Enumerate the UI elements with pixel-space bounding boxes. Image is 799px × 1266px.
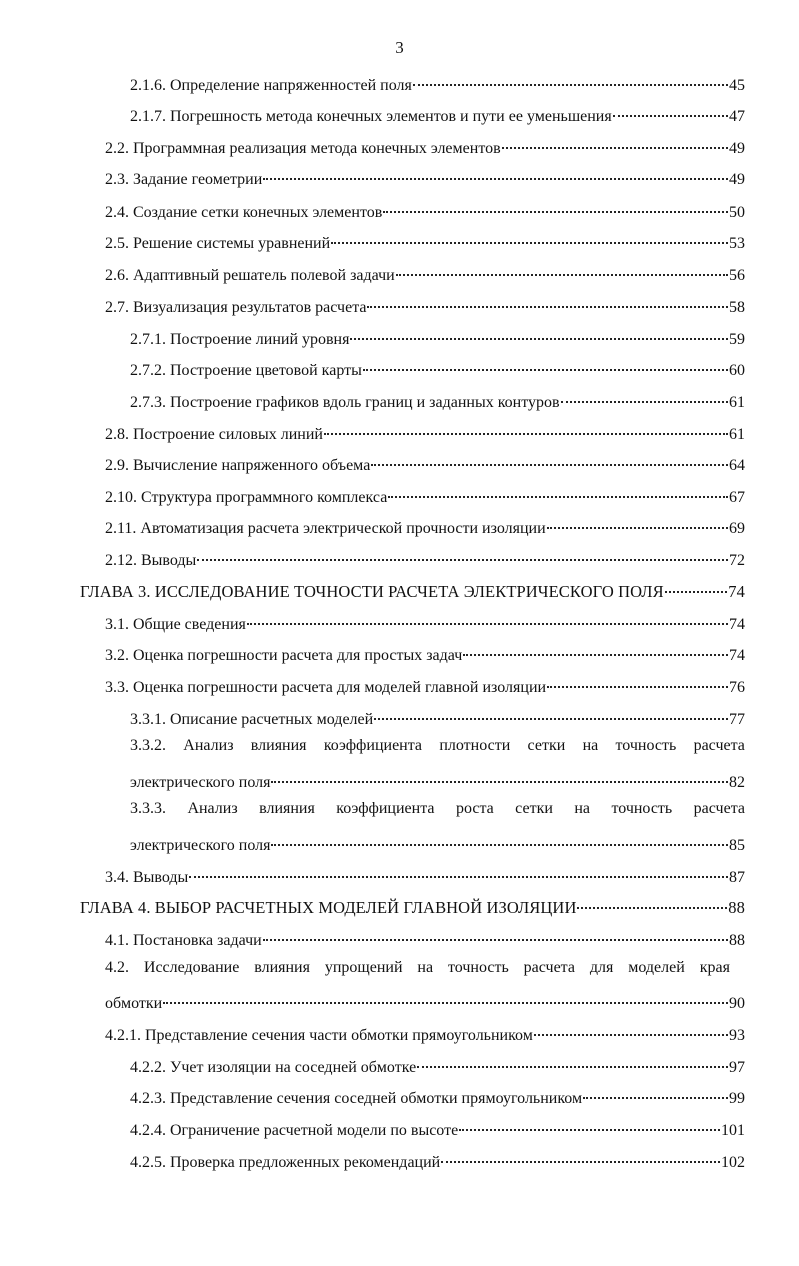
toc-entry-word: коэффициента — [336, 800, 435, 817]
toc-entry — [130, 70, 745, 92]
dot-leader — [363, 351, 728, 371]
toc-entry-title: 4.1. Постановка задачи — [105, 932, 262, 949]
toc-entry-word: моделей — [628, 959, 685, 976]
toc-entry — [130, 101, 745, 123]
toc-entry-page: 88 — [729, 932, 745, 949]
toc-entry — [130, 387, 745, 409]
toc-entry — [130, 1083, 745, 1105]
toc-entry-page: 87 — [729, 869, 745, 886]
dot-leader — [577, 889, 727, 909]
toc-entry-page: 69 — [729, 520, 745, 537]
toc-entry-title: 2.11. Автоматизация расчета электрической прочности изоляции — [105, 520, 546, 537]
toc-entry-page: 99 — [729, 1090, 745, 1107]
toc-entry — [105, 482, 745, 504]
toc-entry-word: сетки — [527, 737, 566, 754]
dot-leader — [163, 984, 728, 1004]
dot-leader — [396, 256, 728, 276]
dot-leader — [247, 605, 728, 625]
toc-entry — [130, 704, 745, 726]
toc-entry — [105, 988, 745, 1010]
toc-entry-word: расчета — [693, 800, 745, 817]
toc-entry-title: 2.1.6. Определение напряженностей поля — [130, 77, 412, 94]
toc-entry-justified-line — [130, 735, 745, 757]
toc-entry-word: коэффициента — [323, 737, 423, 754]
toc-entry — [105, 640, 745, 662]
toc-chapter — [80, 893, 745, 915]
toc-entry-word: 3.3.3. — [130, 800, 166, 817]
toc-entry-page: 97 — [729, 1059, 745, 1076]
toc-entry-page: 77 — [729, 711, 745, 728]
toc-entry-page: 47 — [729, 108, 745, 125]
toc-entry-word: 4.2. — [105, 959, 129, 976]
dot-leader — [534, 1016, 728, 1036]
dot-leader — [367, 288, 728, 308]
toc-entry-title: ГЛАВА 4. ВЫБОР РАСЧЕТНЫХ МОДЕЛЕЙ ГЛАВНОЙ ИЗОЛЯЦИИ — [80, 898, 577, 917]
toc-entry-title: 2.8. Построение силовых линий — [105, 426, 323, 443]
toc-entry-page: 58 — [729, 299, 745, 316]
toc-entry-page: 67 — [729, 489, 745, 506]
toc-entry-title: 2.12. Выводы — [105, 552, 197, 569]
toc-entry-title: 2.9. Вычисление напряженного объема — [105, 457, 371, 474]
dot-leader — [331, 224, 728, 244]
toc-entry-title: 3.4. Выводы — [105, 869, 189, 886]
toc-entry-title: 2.5. Решение системы уравнений — [105, 235, 331, 252]
toc-entry-word: точность — [447, 959, 509, 976]
dot-leader — [271, 763, 728, 783]
toc-entry-title: 3.2. Оценка погрешности расчета для простых задач — [105, 647, 463, 664]
dot-leader — [547, 668, 728, 688]
toc-entry-page: 59 — [729, 331, 745, 348]
toc-entry-page: 74 — [729, 616, 745, 633]
dot-leader — [583, 1079, 728, 1099]
toc-entry — [105, 260, 745, 282]
toc-entry — [105, 545, 745, 567]
toc-entry — [105, 609, 745, 631]
toc-entry — [105, 133, 745, 155]
toc-entry-title: 2.3. Задание геометрии — [105, 171, 263, 188]
toc-entry — [130, 1115, 745, 1137]
toc-entry-title: 2.7.3. Построение графиков вдоль границ и заданных контуров — [130, 394, 560, 411]
toc-entry-page: 102 — [721, 1154, 745, 1171]
toc-entry-title: 4.2.2. Учет изоляции на соседней обмотке — [130, 1059, 417, 1076]
toc-entry-word: влияния — [259, 800, 315, 817]
toc-entry-word: расчета — [693, 737, 745, 754]
toc-entry — [130, 355, 745, 377]
toc-entry — [130, 324, 745, 346]
toc-entry-title: 4.2.4. Ограничение расчетной модели по высоте — [130, 1122, 459, 1139]
dot-leader — [413, 66, 728, 86]
dot-leader — [463, 636, 728, 656]
toc-entry-title: 3.1. Общие сведения — [105, 616, 246, 633]
toc-entry — [130, 830, 745, 852]
dot-leader — [324, 415, 728, 435]
toc-entry-word: расчета — [523, 959, 575, 976]
toc-entry-word: сетки — [515, 800, 553, 817]
toc-entry-word: упрощений — [324, 959, 403, 976]
toc-entry-page: 74 — [728, 582, 745, 601]
toc-entry-title: 2.7.2. Построение цветовой карты — [130, 362, 362, 379]
toc-entry-word: на — [582, 737, 599, 754]
toc-entry-justified-line — [105, 957, 730, 979]
toc-entry-word: влияния — [254, 959, 310, 976]
dot-leader — [197, 541, 728, 561]
toc-entry-word: плотности — [439, 737, 511, 754]
dot-leader — [263, 160, 728, 180]
toc-entry-page: 45 — [729, 77, 745, 94]
toc-entry-title: 2.6. Адаптивный решатель полевой задачи — [105, 267, 395, 284]
toc-entry-page: 90 — [729, 995, 745, 1012]
toc-entry — [105, 419, 745, 441]
dot-leader — [271, 826, 728, 846]
toc-entry — [105, 228, 745, 250]
toc-entry-justified-line — [130, 798, 745, 820]
dot-leader — [388, 478, 728, 498]
toc-entry — [105, 513, 745, 535]
toc-entry-word: Исследование — [143, 959, 240, 976]
dot-leader — [374, 700, 728, 720]
toc-entry-page: 50 — [729, 204, 745, 221]
dot-leader — [459, 1111, 720, 1131]
toc-entry-title: 4.2.3. Представление сечения соседней обмотки прямоугольником — [130, 1090, 583, 1107]
toc-entry — [130, 767, 745, 789]
toc-entry-title: ГЛАВА 3. ИССЛЕДОВАНИЕ ТОЧНОСТИ РАСЧЕТА ЭЛЕКТРИЧЕСКОГО ПОЛЯ — [80, 582, 664, 601]
toc-entry-page: 53 — [729, 235, 745, 252]
toc-entry-word: 3.3.2. — [130, 737, 166, 754]
toc-entry-title: 3.3. Оценка погрешности расчета для моделей главной изоляции — [105, 679, 547, 696]
toc-entry-title: 3.3.1. Описание расчетных моделей — [130, 711, 374, 728]
dot-leader — [263, 921, 728, 941]
toc-entry-word: Анализ — [183, 737, 234, 754]
toc-entry-word: Анализ — [187, 800, 238, 817]
dot-leader — [502, 129, 728, 149]
toc-entry-title: 2.1.7. Погрешность метода конечных элементов и пути ее уменьшения — [130, 108, 612, 125]
dot-leader — [371, 446, 728, 466]
dot-leader — [417, 1048, 728, 1068]
toc-entry-page: 56 — [729, 267, 745, 284]
toc-entry-title: 2.7. Визуализация результатов расчета — [105, 299, 367, 316]
dot-leader — [350, 320, 728, 340]
toc-entry-page: 60 — [729, 362, 745, 379]
toc-entry-word: края — [699, 959, 730, 976]
toc-entry-title: 4.2.1. Представление сечения части обмотки прямоугольником — [105, 1027, 533, 1044]
toc-entry-page: 85 — [729, 837, 745, 854]
toc-entry-page: 76 — [729, 679, 745, 696]
toc-entry — [105, 164, 745, 186]
toc-entry — [130, 1052, 745, 1074]
toc-entry-page: 82 — [729, 774, 745, 791]
toc-entry — [105, 925, 745, 947]
dot-leader — [665, 573, 728, 593]
toc-entry-page: 61 — [729, 426, 745, 443]
dot-leader — [547, 509, 728, 529]
toc-entry-page: 61 — [729, 394, 745, 411]
dot-leader — [561, 383, 728, 403]
toc-entry-page: 49 — [729, 140, 745, 157]
toc-entry — [105, 1020, 745, 1042]
toc-entry-title: 4.2.5. Проверка предложенных рекомендаций — [130, 1154, 441, 1171]
toc-entry — [130, 1147, 745, 1169]
toc-entry-page: 93 — [729, 1027, 745, 1044]
toc-entry-page: 88 — [728, 898, 745, 917]
toc-entry-word: для — [589, 959, 614, 976]
toc-entry-word: точность — [615, 737, 677, 754]
toc-entry-title: обмотки — [105, 995, 163, 1012]
toc-entry-word: влияния — [250, 737, 307, 754]
toc-chapter — [80, 577, 745, 599]
toc-entry-page: 101 — [721, 1122, 745, 1139]
toc-entry-word: на — [574, 800, 591, 817]
toc-entry — [105, 672, 745, 694]
toc-entry-page: 49 — [729, 171, 745, 188]
toc-entry-word: роста — [455, 800, 494, 817]
toc-entry — [105, 197, 745, 219]
page-number: 3 — [395, 38, 404, 57]
toc-entry-title: 2.10. Структура программного комплекса — [105, 489, 388, 506]
toc-entry-page: 74 — [729, 647, 745, 664]
toc-entry — [105, 450, 745, 472]
dot-leader — [441, 1143, 720, 1163]
toc-entry-title: 2.4. Создание сетки конечных элементов — [105, 204, 383, 221]
toc-entry-word: на — [417, 959, 434, 976]
toc-entry-page: 72 — [729, 552, 745, 569]
toc-entry-word: точность — [611, 800, 673, 817]
toc-entry-title: электрического поля — [130, 837, 271, 854]
toc-entry-title: 2.2. Программная реализация метода конечных элементов — [105, 140, 501, 157]
toc-entry — [105, 862, 745, 884]
toc-entry-title: электрического поля — [130, 774, 271, 791]
toc-entry — [105, 292, 745, 314]
dot-leader — [189, 858, 728, 878]
dot-leader — [383, 193, 728, 213]
toc-entry-title: 2.7.1. Построение линий уровня — [130, 331, 350, 348]
dot-leader — [613, 97, 728, 117]
toc-entry-page: 64 — [729, 457, 745, 474]
